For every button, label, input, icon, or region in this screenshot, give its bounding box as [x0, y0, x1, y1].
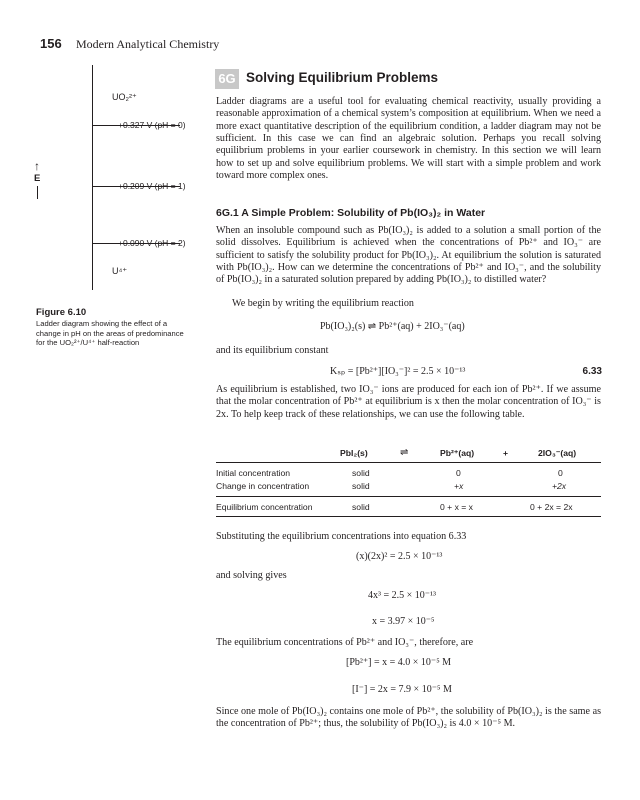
axis-stem	[37, 186, 38, 199]
paragraph-5: Substituting the equilibrium concentrations into equation 6.33	[216, 531, 467, 542]
table-cell: solid	[352, 502, 370, 512]
table-header-cell: 2IO₃⁻(aq)	[538, 448, 577, 458]
paragraph-4: As equilibrium is established, two IO₃⁻ ions are produced for each ion of Pb²⁺. If we assume that the molar concentration of Pb²⁺ at equilibrium is x then the molar concentration of IO₃⁻ is 2x. To help keep track of these relationships, we can use the following table.	[216, 384, 601, 420]
paragraph-8: Since one mole of Pb(IO₃)₂ contains one mole of Pb²⁺, the solubility of Pb(IO₃)₂ is the same as the concentration of Pb²⁺; thus, the solubility of Pb(IO₃)₂ is 4.0 × 10⁻⁵ M.	[216, 706, 601, 730]
table-row-label: Change in concentration	[216, 481, 310, 491]
section-title: Solving Equilibrium Problems	[246, 70, 439, 85]
ladder-level-2: +0.090 V (pH = 2)	[118, 238, 186, 248]
figure-label: Figure 6.10	[36, 307, 87, 318]
equation-4: [Pb²⁺] = x = 4.0 × 10⁻⁵ M	[346, 657, 452, 668]
paragraph-1: When an insoluble compound such as Pb(IO₃)₂ is added to a solution a small portion of the solid dissolves. Equilibrium is achieved when the concentrations of Pb²⁺ and IO₃⁻ are sufficient to satisfy the solubility product for Pb(IO₃)₂. At equilibrium the solution is saturated with Pb(IO₃)₂. How can we determine the concentrations of Pb²⁺ and IO₃⁻, and the solubility of Pb(IO₃)₂ in a saturated solution prepared by adding Pb(IO₃)₂ to distilled water?	[216, 225, 601, 286]
reaction-equation: Pb(IO₃)₂(s) ⇌ Pb²⁺(aq) + 2IO₃⁻(aq)	[320, 321, 465, 332]
ladder-top-species: UO₂²⁺	[112, 92, 137, 102]
running-title: Modern Analytical Chemistry	[76, 37, 220, 51]
equilibrium-arrow-icon: ⇌	[400, 447, 409, 458]
equation-3: x = 3.97 × 10⁻⁵	[372, 616, 435, 627]
table-cell: +x	[454, 481, 464, 491]
section-number-badge: 6G	[215, 69, 239, 89]
table-row-label: Initial concentration	[216, 468, 291, 478]
table-header-cell: PbI₂(s)	[340, 448, 368, 458]
ladder-axis-label: E	[34, 173, 41, 184]
figure-caption: Ladder diagram showing the effect of a change in pH on the areas of predominance for the UO₂²⁺/U⁴⁺ half-reaction	[36, 319, 184, 347]
table-cell: 0	[558, 468, 563, 478]
table-cell: 0 + 2x = 2x	[530, 502, 573, 512]
ladder-axis-line	[92, 65, 93, 290]
equation-5: [I⁻] = 2x = 7.9 × 10⁻⁵ M	[352, 684, 452, 695]
table-header-cell: +	[503, 448, 509, 458]
table-row-label: Equilibrium concentration	[216, 502, 313, 512]
table-cell: solid	[352, 468, 370, 478]
equation-number: 6.33	[582, 366, 602, 377]
table-cell: 0	[456, 468, 461, 478]
table-header-cell: Pb²⁺(aq)	[440, 448, 475, 458]
paragraph-7: The equilibrium concentrations of Pb²⁺ and IO₃⁻, therefore, are	[216, 637, 474, 648]
equation-2: 4x³ = 2.5 × 10⁻¹³	[368, 590, 437, 601]
table-rule	[216, 462, 601, 463]
paragraph-2: We begin by writing the equilibrium reaction	[232, 298, 414, 309]
ksp-equation: Kₛₚ = [Pb²⁺][IO₃⁻]² = 2.5 × 10⁻¹³	[330, 366, 466, 377]
table-cell: +2x	[552, 481, 567, 491]
ladder-level-1: +0.209 V (pH = 1)	[118, 181, 186, 191]
ladder-bottom-species: U⁴⁺	[112, 266, 128, 276]
table-rule	[216, 496, 601, 497]
subsection-title: 6G.1 A Simple Problem: Solubility of Pb(IO₃)₂ in Water	[216, 207, 486, 219]
equation-1: (x)(2x)² = 2.5 × 10⁻¹³	[356, 551, 443, 562]
table-cell: 0 + x = x	[440, 502, 473, 512]
arrow-up-icon: ↑	[34, 159, 40, 173]
table-rule	[216, 516, 601, 517]
section-intro: Ladder diagrams are a useful tool for evaluating chemical reactivity, usually providing a reasonable approximation of a chemical system’s composition at equilibrium. When we need a more exact quantitative description of the equilibrium condition, a ladder diagram may not be sufficient. In this case we can find an algebraic solution. Perhaps you recall solving equilibrium problems in your earlier coursework in chemistry. In this section we will learn how to set up and solve equilibrium problems. We will start with a simple problem and work toward more complex ones.	[216, 96, 601, 182]
paragraph-6: and solving gives	[216, 570, 287, 581]
table-cell: solid	[352, 481, 370, 491]
page-number: 156	[40, 36, 62, 51]
ladder-level-0: +0.327 V (pH = 0)	[118, 120, 186, 130]
paragraph-3: and its equilibrium constant	[216, 345, 329, 356]
